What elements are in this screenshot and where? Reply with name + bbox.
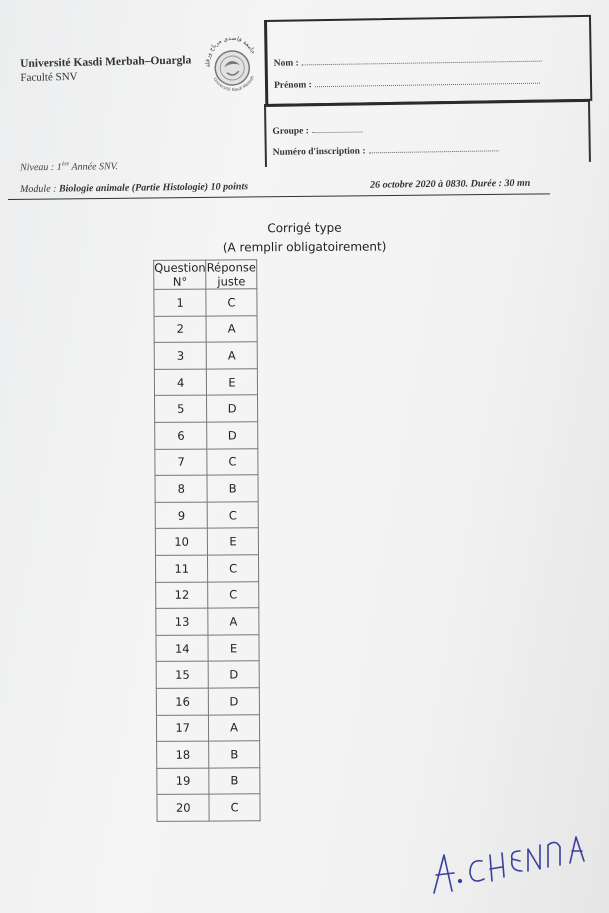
inscription-label: Numéro d'inscription : [272,146,366,158]
question-number-cell: 10 [155,528,208,555]
table-row [155,528,258,555]
table-row [156,581,259,608]
groupe-label: Groupe : [272,126,310,137]
prenom-label: Prénom : [273,80,312,91]
table-row [156,714,259,741]
table-row [154,289,257,316]
faculty-name: Faculté SNV [20,70,78,84]
correct-answer-cell: C [208,502,258,529]
correct-answer-cell: C [208,555,258,582]
question-number-cell: 17 [156,715,209,742]
col-header-answer: Réponse juste [206,260,256,289]
question-number-cell: 14 [156,635,209,662]
question-number-cell: 16 [156,688,209,715]
nom-field [274,53,542,69]
logo-arabic-text: جامعة قاصدي مرباح ورقلة [204,34,257,68]
student-name-box [264,15,592,106]
module-label: Module : [20,183,60,195]
question-number-cell: 11 [155,555,208,582]
handwritten-signature [420,815,600,895]
correct-answer-cell: C [206,289,256,316]
level-line [20,161,118,174]
level-sup: ère [61,161,70,168]
table-row [157,794,260,821]
question-number-cell: 12 [156,582,209,609]
header-divider [8,193,550,200]
table-row [155,448,258,475]
question-number-cell: 7 [155,449,208,476]
university-name: Université Kasdi Merbah–Ouargla [20,54,192,70]
institution-block [20,54,192,84]
exam-date: 26 octobre 2020 à 0830. Durée : 30 mn [369,177,531,191]
logo-caption-text: Université Kasdi Merbah [212,74,255,92]
table-row [156,608,259,635]
correct-answer-cell: E [208,528,258,555]
question-number-cell: 19 [157,768,210,795]
inscription-field [273,142,499,158]
question-number-cell: 20 [157,794,210,821]
table-row [155,475,258,502]
question-number-cell: 18 [157,741,210,768]
correct-answer-cell: B [209,741,259,768]
table-row [154,369,257,396]
module-name: Biologie animale (Partie Histologie) 10 points [58,181,249,195]
student-id-box [264,99,591,167]
correct-answer-cell: D [209,661,259,688]
prenom-field [274,75,540,91]
table-row [155,395,258,422]
question-number-cell: 13 [156,608,209,635]
groupe-field [272,123,362,136]
correct-answer-cell: A [208,608,258,635]
table-row [156,634,259,661]
correct-answer-cell: C [209,794,259,821]
correct-answer-cell: E [208,634,258,661]
nom-label: Nom : [273,58,299,69]
correct-answer-cell: A [207,342,257,369]
question-number-cell: 2 [154,316,207,343]
correct-answer-cell: B [207,475,257,502]
question-number-cell: 8 [155,475,208,502]
table-row [154,342,257,369]
question-number-cell: 9 [155,502,208,529]
level-suffix: Année SNV. [69,161,119,173]
question-number-cell: 15 [156,661,209,688]
question-number-cell: 1 [154,289,207,316]
correct-answer-cell: D [209,688,259,715]
correct-answer-cell: E [207,369,257,396]
table-header-row [154,260,257,290]
answer-key-subtitle: (A remplir obligatoirement) [222,239,387,255]
question-number-cell: 3 [154,342,207,369]
col-header-question: Question N° [154,260,206,289]
table-row [157,767,260,794]
question-number-cell: 6 [155,422,208,449]
answer-key-title: Corrigé type [267,220,342,236]
correct-answer-cell: A [209,714,259,741]
question-number-cell: 4 [154,369,207,396]
question-number-cell: 5 [155,395,208,422]
module-line [20,178,550,195]
table-row [156,688,259,715]
correct-answer-cell: B [209,767,259,794]
correct-answer-cell: C [207,448,257,475]
table-row [157,741,260,768]
table-row [155,502,258,529]
table-row [155,555,258,582]
level-prefix: Niveau : 1 [20,161,62,174]
table-row [155,422,258,449]
correct-answer-cell: D [207,422,257,449]
table-row [156,661,259,688]
table-row [154,315,257,342]
correct-answer-cell: D [207,395,257,422]
answer-key-table [153,259,260,821]
correct-answer-cell: C [208,581,258,608]
correct-answer-cell: A [206,315,256,342]
university-logo [191,25,272,106]
